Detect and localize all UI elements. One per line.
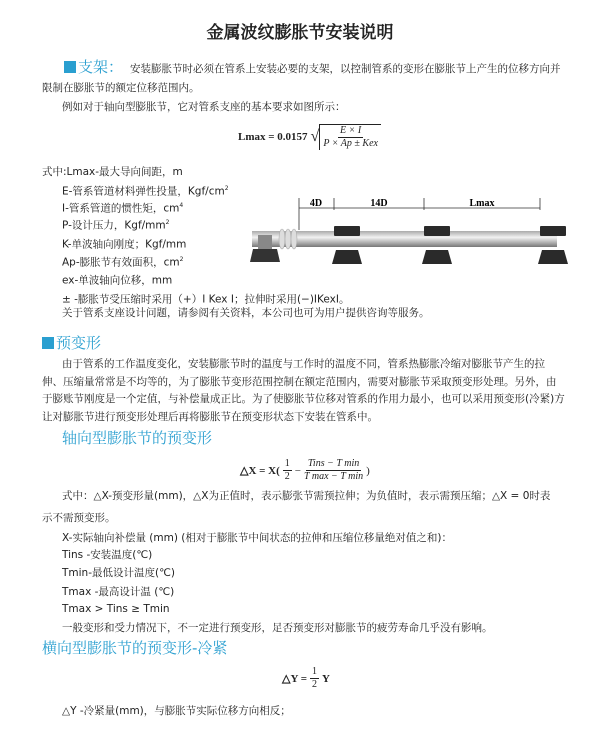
variable-text: K-单波轴向刚度；Kgf/mm <box>62 238 187 251</box>
predeform-para-3: 于膨账节刚度是一个定值，与补偿量成正比。为了使膨胀节位移对管系的作用力最小，也可以采用预变形(冷紧)方 <box>42 393 565 405</box>
support-intro-1: 安装膨胀节时必须在管系上安装必要的支架，以控制管系的变形在膨胀节上产生的位移方向并 <box>130 63 561 75</box>
predeform-para-4: 让对膨胀节进行预变形处理后再将膨胀节在预变形状态下安装在管系中。 <box>42 411 378 423</box>
variable-text: Ap-膨胀节有效面积，cm <box>62 256 180 269</box>
section-heading-support <box>64 58 123 76</box>
axial-line: 式中：△X-预变形量(mm)，△X为正值时，表示膨张节需预拉伸；为负值时，表示需预压缩；△X = 0时表 <box>62 490 551 502</box>
heading-text: 支架： <box>78 58 124 76</box>
axial-line: Tmax > Tins ≥ Tmin <box>62 603 170 615</box>
fixed-anchor <box>258 235 272 249</box>
sqrt <box>311 124 381 150</box>
axial-heading: 轴向型膨胀节的预变形 <box>62 429 213 447</box>
support-intro-2: 限制在膨胀节的额定位移范围内。 <box>42 82 200 94</box>
half-num: 1 <box>284 458 290 469</box>
formula-denominator: 2 <box>312 679 318 690</box>
support-example: 例如对于轴向型膨胀节，它对管系支座的基本要求如图所示： <box>62 101 346 113</box>
lateral-line: △Y -冷紧量(mm)，与膨胀节实际位移方向相反； <box>62 705 291 717</box>
square-bullet-icon <box>42 337 54 349</box>
formula-numerator: 1 <box>312 666 318 677</box>
label-lmax: Lmax <box>469 198 495 209</box>
where-lmax: 式中:Lmax-最大导向间距，m <box>42 166 183 178</box>
support-note: 关于管系支座设计问题，请参阅有关资料，本公司也可为用户提供咨询等服务。 <box>62 307 430 319</box>
variable-text: ex-单波轴向位移，mm <box>62 274 173 287</box>
variable-text: ± -膨胀节受压缩时采用（+）I Kex I；拉伸时采用(−)IKexI。 <box>62 293 350 306</box>
axial-line: 示不需预变形。 <box>42 512 116 524</box>
superscript: 2 <box>179 256 184 263</box>
formula-lhs: △Y = <box>282 673 308 685</box>
variable-text: P-设计压力，Kgf/mm <box>62 219 166 232</box>
lmax-formula <box>238 124 381 150</box>
label-4d: 4D <box>309 198 323 209</box>
variable-text: I-管系管道的惯性矩，cm <box>62 202 180 215</box>
variable-definition <box>62 216 169 233</box>
lateral-heading: 横向型膨胀节的预变形-冷紧 <box>42 639 228 657</box>
axial-line: X-实际轴向补偿量 (mm) (相对于膨胀节中间状态的拉伸和压缩位移量绝对值之和)： <box>62 532 452 544</box>
half-den: 2 <box>284 471 290 482</box>
axial-line: Tins -安装温度(℃) <box>62 549 153 561</box>
formula-numerator: Tins − T min <box>307 458 360 469</box>
variable-text: E-管系管道材料弹性投量，Kgf/cm <box>62 185 225 198</box>
section-heading-predeform <box>42 334 101 352</box>
formula-lhs: Lmax = 0.0157 <box>238 131 308 143</box>
variable-definition <box>62 182 229 199</box>
formula-lhs: △X = X( <box>240 465 280 477</box>
superscript: 4 <box>179 202 184 209</box>
lateral-formula <box>282 666 330 691</box>
superscript: 2 <box>224 185 229 192</box>
bellows <box>279 229 297 249</box>
formula-denominator: T max − T min <box>304 471 364 482</box>
variable-definition <box>62 253 183 270</box>
support-diagram <box>250 198 570 268</box>
variable-definition <box>62 290 349 307</box>
formula-rhs: Y <box>322 672 330 685</box>
minus: − <box>294 464 301 477</box>
axial-formula <box>240 458 370 483</box>
axial-line: Tmin-最低设计温度(℃) <box>62 567 175 579</box>
heading-text: 预变形 <box>56 334 102 352</box>
formula-rhs: ) <box>366 464 370 477</box>
square-bullet-icon <box>64 61 76 73</box>
predeform-para-1: 由于管系的工作温度变化，安装膨胀节时的温度与工作时的温度不同，管系热膨胀冷缩对膨胀节产生的拉 <box>62 358 545 370</box>
anchor-base <box>250 249 280 262</box>
label-14d: 14D <box>370 198 388 209</box>
variable-definition <box>62 199 183 216</box>
axial-line: 一般变形和受力情况下，不一定进行预变形，足否预变形对膨胀节的疲劳寿命几乎没有影响。 <box>62 622 493 634</box>
formula-numerator: E × I <box>340 125 362 136</box>
page-title: 金属波纹膨胀节安装说明 <box>206 23 394 43</box>
superscript: 2 <box>165 219 170 226</box>
variable-definition <box>62 271 172 288</box>
sqrt-sign: √ <box>310 128 320 145</box>
axial-line: Tmax -最高设计温 (℃) <box>62 586 175 598</box>
pipe <box>252 231 557 247</box>
variable-definition <box>62 235 186 252</box>
formula-denominator: P × Ap ± Kex <box>323 138 378 149</box>
predeform-para-2: 伸、压缩量常常是不均等的，为了膨胀节变形范围控制在额定范围内，需要对膨胀节采取预变形处理。另外，由 <box>42 376 557 388</box>
